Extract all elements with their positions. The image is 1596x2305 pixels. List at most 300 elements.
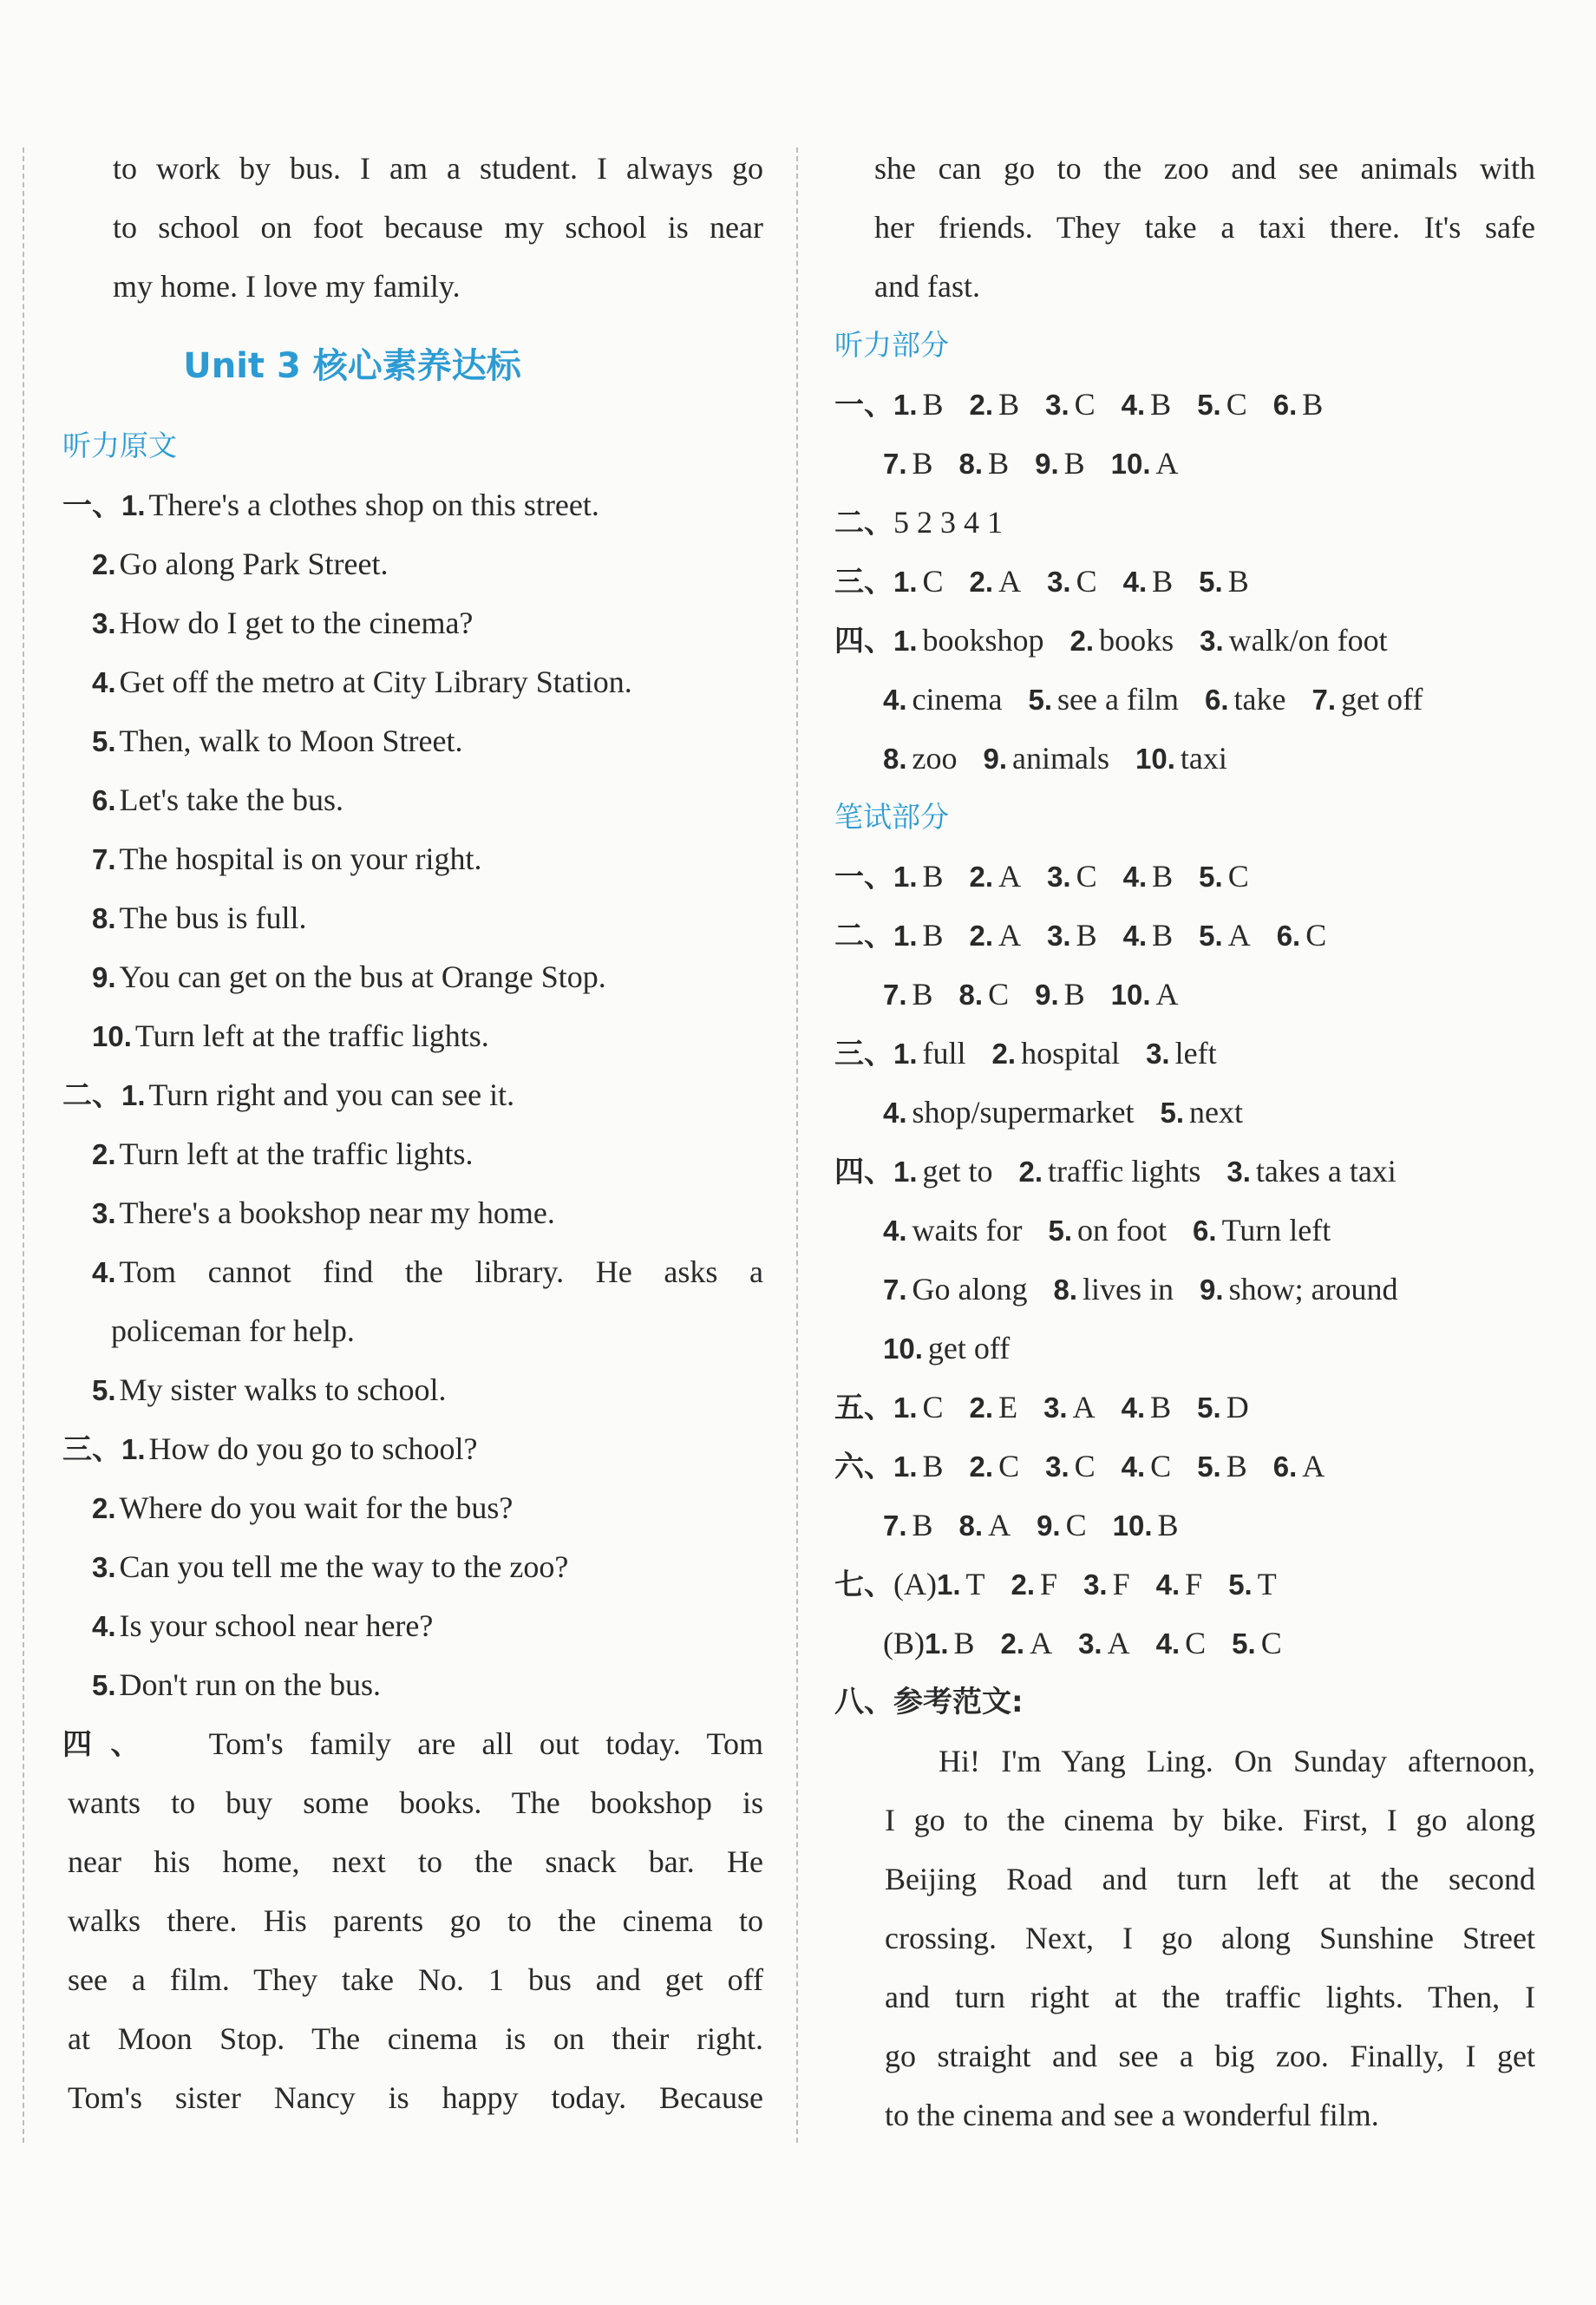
answer (1123, 552, 1174, 612)
answer (883, 434, 933, 494)
answer (1070, 611, 1174, 671)
answer-value: C (1227, 859, 1249, 894)
answer-row (834, 493, 1535, 552)
answer-number: 3. (1043, 1392, 1068, 1424)
answer (1226, 1142, 1396, 1202)
answer-row (834, 1083, 1535, 1142)
answer-row (834, 1024, 1535, 1083)
answer-number: 5. (1048, 1215, 1073, 1247)
answer-value: taxi (1180, 741, 1227, 776)
answer-number: 1. (893, 920, 918, 952)
paragraph-line: Tom's family are all out today. Tom (208, 1726, 763, 1761)
answer-number: 2. (969, 861, 994, 893)
answer-number: 6. (1272, 1450, 1298, 1483)
answer (1160, 1083, 1243, 1143)
answer-number: 2. (1011, 1568, 1036, 1601)
answer-value: C (922, 1390, 944, 1424)
answer (1200, 611, 1388, 671)
answer (1078, 1614, 1130, 1673)
answer (1232, 1614, 1282, 1673)
item-number: 9. (92, 961, 116, 993)
answer (1037, 1496, 1087, 1555)
transcript-item (62, 1537, 763, 1596)
answer-value: Turn left (1221, 1213, 1331, 1247)
answer (1197, 375, 1247, 435)
answer (1045, 375, 1096, 435)
answer-row (834, 1614, 1535, 1673)
answer-number: 7. (883, 448, 907, 480)
unit-title: Unit 3 核心素养达标 (183, 346, 521, 386)
item-text: Let's take the bus. (119, 783, 343, 817)
essay-label: 八、参考范文: (834, 1685, 1024, 1719)
item-number: 5. (92, 1374, 116, 1406)
answer (893, 1024, 966, 1084)
answer-number: 5. (1028, 684, 1053, 716)
answer-number: 9. (1035, 979, 1059, 1011)
answer-number: 8. (958, 1509, 984, 1542)
answer-number: 1. (893, 1038, 918, 1070)
answer (1199, 906, 1251, 966)
answer-row (834, 1437, 1535, 1496)
answer-number: 9. (1200, 1274, 1224, 1306)
paragraph-line: her friends. They take a taxi there. It's safe (874, 210, 1535, 245)
item-number: 3. (92, 1197, 116, 1229)
answer (925, 1614, 975, 1673)
answer (970, 375, 1020, 435)
answer-value: B (1063, 446, 1085, 481)
item-number: 4. (92, 666, 116, 698)
answer-value: C (1076, 859, 1097, 894)
answer-value: take (1233, 682, 1286, 717)
answer (883, 729, 958, 789)
part-label: 四、 (834, 624, 893, 658)
transcript-item (62, 1242, 763, 1301)
part-label: 七、 (834, 1568, 893, 1602)
item-text: There's a clothes shop on this street. (148, 488, 599, 522)
answer-value: B (912, 446, 933, 481)
answer-number: 4. (1121, 1392, 1146, 1424)
section-heading-listening-text: 听力原文 (62, 429, 177, 462)
answer (959, 965, 1010, 1025)
answer (1113, 1496, 1179, 1555)
sub-part-label: (B) (883, 1626, 925, 1660)
paragraph-line: wants to buy some books. The bookshop is (68, 1785, 763, 1820)
item-text: My sister walks to school. (119, 1372, 447, 1407)
answer-value: B (1152, 564, 1174, 599)
transcript-item (62, 1124, 763, 1183)
listening-answers (834, 375, 1535, 788)
answer-value: C (1185, 1626, 1207, 1660)
part4-heading-line (62, 1714, 763, 1773)
transcript-item (62, 1183, 763, 1242)
answer-value: books (1099, 623, 1174, 658)
answer-value: cinema (912, 682, 1003, 717)
paragraph-line: Tom's sister Nancy is happy today. Because (68, 2080, 763, 2115)
answer-number: 5. (1199, 566, 1223, 598)
answer-value: full (922, 1036, 966, 1071)
answer (883, 1201, 1023, 1261)
item-number: 5. (92, 1669, 116, 1701)
answer (893, 375, 944, 435)
answer-value: B (922, 387, 944, 422)
part-label: 一、 (62, 488, 121, 523)
answer-number: 2. (969, 1392, 994, 1424)
answer (1199, 847, 1249, 907)
answer-value: takes a taxi (1255, 1154, 1396, 1189)
answer-value: B (1226, 1449, 1247, 1483)
answer (959, 1496, 1011, 1555)
answer (1035, 965, 1085, 1025)
answer (1122, 1378, 1172, 1437)
transcript-item-continued: policeman for help. (111, 1313, 355, 1348)
transcript-item (62, 770, 763, 829)
right-column (834, 139, 1535, 2145)
answer-value: see a film (1057, 682, 1179, 717)
answer-value: C (1076, 564, 1097, 599)
transcript-item (62, 711, 763, 770)
answer-number: 8. (883, 743, 907, 775)
answer-value: B (922, 859, 944, 894)
answer-row (834, 434, 1535, 493)
paragraph-line: near his home, next to the snack bar. He (68, 1844, 763, 1879)
item-number: 10. (92, 1020, 132, 1052)
answer (1273, 375, 1324, 435)
answer (970, 1378, 1018, 1437)
answer (1011, 1555, 1058, 1614)
answer (1135, 729, 1227, 789)
answer (893, 1142, 993, 1202)
answer-value: A (988, 1508, 1011, 1542)
answer-value: B (998, 387, 1020, 422)
item-text: How do I get to the cinema? (119, 606, 474, 640)
answer (1111, 965, 1179, 1025)
answer-number: 2. (969, 389, 994, 421)
answer-row (834, 729, 1535, 788)
answer-value: B (988, 446, 1010, 481)
answer-value: C (1226, 387, 1247, 422)
transcript-item (62, 1655, 763, 1714)
answer-row (834, 1201, 1535, 1260)
answer-value: B (1152, 918, 1174, 953)
answer-number: 2. (969, 566, 994, 598)
item-text: How do you go to school? (148, 1431, 478, 1466)
answer-number: 8. (1053, 1274, 1078, 1306)
answer (1228, 1555, 1277, 1614)
part-label: 三、 (834, 1037, 893, 1071)
answer-value: walk/on foot (1228, 623, 1388, 658)
answer-number: 8. (958, 979, 984, 1011)
answer-value: B (1063, 977, 1085, 1012)
answer-number: 1. (925, 1627, 949, 1660)
answer-number: 1. (893, 1392, 918, 1424)
answer-number: 5. (1199, 920, 1223, 952)
answer (883, 1083, 1134, 1143)
answer-number: 10. (1135, 743, 1175, 775)
answer (1273, 1437, 1325, 1496)
answer-value: B (1227, 564, 1249, 599)
answer-value: left (1174, 1036, 1217, 1071)
answer-value: A (1155, 977, 1179, 1012)
answer-number: 4. (883, 1215, 907, 1247)
answer-number: 10. (883, 1333, 923, 1365)
transcript-item (62, 1360, 763, 1419)
answer-value: C (1074, 387, 1096, 422)
answer-number: 4. (1121, 389, 1146, 421)
answer (970, 847, 1022, 907)
answer (1083, 1555, 1130, 1614)
answer (1199, 552, 1249, 612)
paragraph-line: at Moon Stop. The cinema is on their right. (68, 2021, 763, 2056)
answer-value: T (965, 1567, 985, 1601)
answer (1122, 375, 1172, 435)
answer (1197, 1437, 1247, 1496)
transcript-item (62, 1596, 763, 1655)
answer-value: B (1150, 1390, 1172, 1424)
item-text: The hospital is on your right. (119, 841, 482, 876)
answer (1028, 670, 1178, 730)
answer-number: 4. (1155, 1627, 1181, 1660)
item-text: Turn left at the traffic lights. (134, 1018, 489, 1053)
answer-order: 5 2 3 4 1 (893, 505, 1003, 540)
answer-number: 4. (1155, 1568, 1181, 1601)
answer-number: 3. (1200, 625, 1224, 657)
answer-number: 4. (1122, 861, 1148, 893)
item-text: Go along Park Street. (119, 547, 389, 581)
answer-value: get off (1341, 682, 1423, 717)
item-number: 8. (92, 902, 116, 934)
answer-number: 3. (1045, 1450, 1069, 1483)
item-text: The bus is full. (119, 900, 307, 935)
answer (883, 1496, 933, 1555)
answer-value: C (988, 977, 1010, 1012)
item-number: 4. (92, 1256, 116, 1288)
transcript-item (62, 829, 763, 888)
answer-number: 10. (1110, 448, 1151, 480)
item-text: Turn right and you can see it. (148, 1077, 515, 1112)
answer-number: 6. (1276, 920, 1301, 952)
transcript-item (62, 1065, 763, 1124)
answer (959, 434, 1010, 494)
transcript-item (62, 593, 763, 652)
answer-number: 9. (983, 743, 1008, 775)
answer-number: 5. (1197, 1392, 1221, 1424)
answer-number: 3. (1226, 1156, 1251, 1188)
answer-value: C (1065, 1508, 1087, 1542)
answer (1156, 1555, 1203, 1614)
answer-value: E (998, 1390, 1018, 1424)
essay-line: Hi! I'm Yang Ling. On Sunday afternoon, (939, 1744, 1535, 1778)
answer-number: 9. (1035, 448, 1059, 480)
transcript-item (62, 1006, 763, 1065)
transcript-item (62, 888, 763, 947)
answer-value: A (998, 859, 1022, 894)
answer-row (834, 965, 1535, 1024)
answer-value: A (998, 564, 1022, 599)
answer-row (834, 1319, 1535, 1378)
answer (984, 729, 1110, 789)
part-label: 三、 (62, 1432, 121, 1467)
answer-row (834, 1555, 1535, 1614)
answer-value: get off (927, 1331, 1011, 1365)
paragraph-line: to work by bus. I am a student. I always go (113, 151, 763, 186)
answer (893, 1378, 944, 1437)
item-text: Turn left at the traffic lights. (119, 1136, 474, 1171)
answer-number: 2. (969, 1450, 994, 1483)
item-text: Where do you wait for the bus? (119, 1490, 513, 1525)
answer (1043, 1378, 1096, 1437)
answer (883, 670, 1002, 730)
answer (1001, 1614, 1053, 1673)
answer-value: A (1030, 1626, 1053, 1660)
item-text: Then, walk to Moon Street. (119, 724, 463, 758)
answer (893, 847, 944, 907)
answer (1146, 1024, 1217, 1084)
item-number: 7. (92, 843, 116, 875)
answer-value: C (1150, 1449, 1172, 1483)
answer (893, 552, 944, 612)
answer-value: get to (922, 1154, 993, 1189)
answer-number: 2. (1069, 625, 1095, 657)
answer (893, 611, 1044, 671)
answer-row (834, 670, 1535, 729)
answer-value: B (912, 977, 933, 1012)
answer-value: B (1152, 859, 1174, 894)
answer (1123, 847, 1174, 907)
part-label: 二、 (834, 506, 893, 540)
answer-value: A (998, 918, 1022, 953)
answer-number: 2. (1018, 1156, 1043, 1188)
answer (1049, 1201, 1168, 1261)
answer (1197, 1378, 1249, 1437)
answer-value: hospital (1021, 1036, 1121, 1071)
answer-number: 7. (1311, 684, 1336, 716)
answer-number: 1. (893, 1450, 918, 1483)
left-margin-rule (23, 147, 24, 2143)
answer-number: 3. (1146, 1038, 1170, 1070)
answer-number: 3. (1047, 566, 1071, 598)
answer-number: 1. (893, 625, 918, 657)
transcript-item (62, 475, 763, 534)
answer (883, 1260, 1028, 1319)
part-label: 四、 (62, 1727, 159, 1762)
part4-paragraph (62, 1773, 763, 2127)
essay-line: to the cinema and see a wonderful film. (885, 2098, 1379, 2132)
answer-value: B (922, 918, 944, 953)
paragraph-line: see a film. They take No. 1 bus and get off (68, 1962, 763, 1997)
item-number: 3. (92, 607, 116, 639)
answer-row (834, 1142, 1535, 1201)
answer-value: B (1157, 1508, 1179, 1542)
answer-row (834, 847, 1535, 906)
answer-number: 4. (883, 1097, 907, 1129)
answer-value: shop/supermarket (912, 1095, 1135, 1130)
answer-row (834, 1378, 1535, 1437)
answer-value: F (1185, 1567, 1203, 1601)
answer-number: 2. (1000, 1627, 1025, 1660)
answer-value: F (1040, 1567, 1058, 1601)
essay-line: crossing. Next, I go along Sunshine Street (885, 1921, 1535, 1955)
part-label: 三、 (834, 565, 893, 599)
essay-line: and turn right at the traffic lights. Then, I (885, 1980, 1535, 2014)
answer-number: 9. (1037, 1509, 1061, 1542)
item-text: Tom cannot find the library. He asks a (119, 1254, 763, 1289)
answer-number: 7. (883, 1509, 907, 1542)
answer-value: B (912, 1508, 933, 1542)
listening-transcript (62, 475, 763, 1714)
answer-value: on foot (1077, 1213, 1168, 1247)
answer (883, 965, 933, 1025)
section-heading-listening: 听力部分 (834, 328, 949, 362)
answer (1045, 1437, 1096, 1496)
item-number: 1. (121, 1433, 146, 1465)
answer-value: C (1260, 1626, 1282, 1660)
item-text: Get off the metro at City Library Station. (119, 665, 632, 699)
item-number: 2. (92, 1138, 116, 1170)
answer (1277, 906, 1327, 966)
answer-number: 1. (893, 1156, 918, 1188)
answer-number: 2. (969, 920, 994, 952)
answer-number: 1. (936, 1568, 961, 1601)
answer-value: bookshop (922, 623, 1044, 658)
answer-value: A (1072, 1390, 1096, 1424)
answer-number: 4. (883, 684, 907, 716)
answer (1054, 1260, 1174, 1319)
transcript-item (62, 1419, 763, 1478)
answer-value: B (1076, 918, 1097, 953)
answer (883, 1319, 1010, 1378)
answer-number: 3. (1045, 389, 1069, 421)
item-text: Don't run on the bus. (119, 1667, 381, 1702)
answer-value: B (1150, 387, 1172, 422)
answer (893, 1437, 944, 1496)
answer-value: zoo (912, 741, 958, 776)
answer-row (834, 1260, 1535, 1319)
answer-value: animals (1012, 741, 1110, 776)
answer-number: 4. (1122, 566, 1148, 598)
item-text: There's a bookshop near my home. (119, 1195, 555, 1230)
essay-line: go straight and see a big zoo. Finally, I get (885, 2039, 1535, 2073)
answer-value: F (1112, 1567, 1130, 1601)
answer (937, 1555, 985, 1614)
answer-number: 10. (1112, 1509, 1153, 1542)
answer-number: 6. (1193, 1215, 1217, 1247)
answer-number: 3. (1083, 1568, 1108, 1601)
paragraph-line: to school on foot because my school is near (113, 210, 763, 245)
answer-number: 5. (1232, 1627, 1256, 1660)
answer-number: 4. (1122, 920, 1148, 952)
item-number: 1. (121, 489, 146, 521)
item-text: Is your school near here? (119, 1608, 434, 1643)
answer-value: B (1302, 387, 1324, 422)
answer-row (834, 906, 1535, 965)
answer-row (834, 1496, 1535, 1555)
part-label: 一、 (834, 388, 893, 422)
answer-number: 7. (883, 979, 907, 1011)
answer-value: A (1107, 1626, 1130, 1660)
answer-value: C (998, 1449, 1020, 1483)
answer (1311, 670, 1423, 730)
answer (1193, 1201, 1331, 1261)
answer-row (834, 375, 1535, 434)
answer (1047, 906, 1097, 966)
answer-value: traffic lights (1048, 1154, 1201, 1189)
transcript-item (62, 652, 763, 711)
answer (1205, 670, 1286, 730)
answer (1200, 1260, 1398, 1319)
item-number: 2. (92, 1492, 116, 1524)
item-number: 2. (92, 548, 116, 580)
answer-number: 4. (1121, 1450, 1146, 1483)
